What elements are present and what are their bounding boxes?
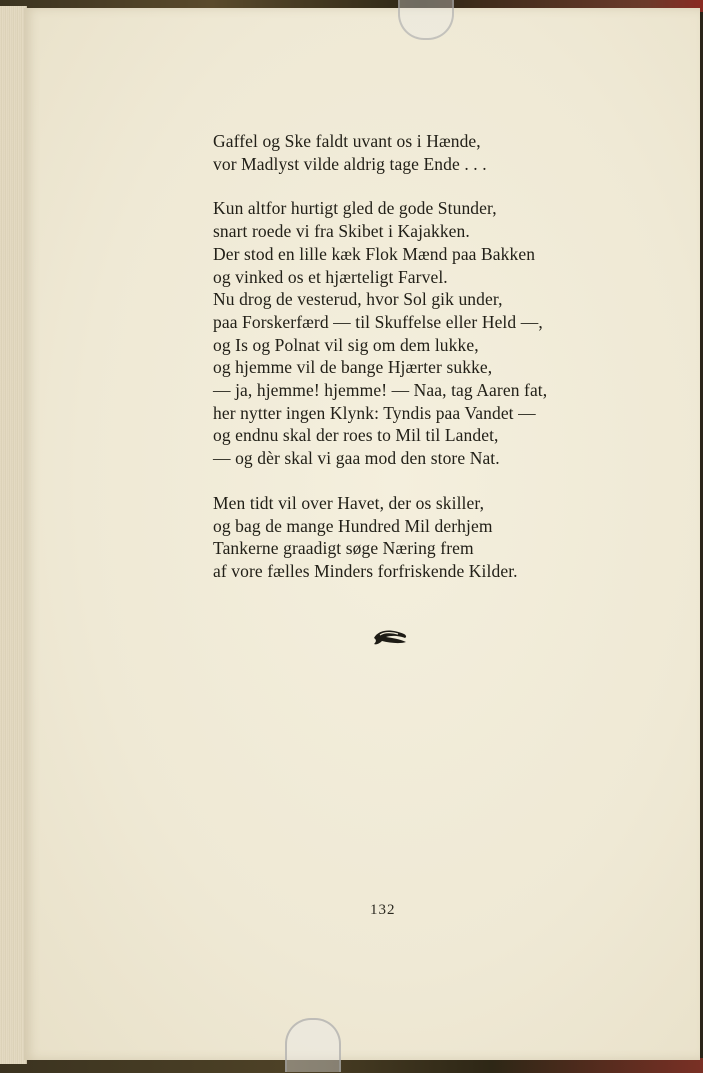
poem-line: og hjemme vil de bange Hjærter sukke,	[213, 357, 493, 378]
poem-line: Nu drog de vesterud, hvor Sol gik under,	[213, 289, 503, 310]
fleuron-ornament-icon	[370, 626, 410, 648]
poem-line: her nytter ingen Klynk: Tyndis paa Vandet —	[213, 402, 536, 423]
poem-line: snart roede vi fra Skibet i Kajakken.	[213, 221, 470, 242]
poem-line: paa Forskerfærd — til Skuffelse eller Held —,	[213, 311, 543, 332]
poem-line: og endnu skal der roes to Mil til Landet,	[213, 425, 499, 446]
page-clip-bottom	[285, 1018, 341, 1072]
poem-line: Kun altfor hurtigt gled de gode Stunder,	[213, 198, 497, 219]
page-stack-edges	[0, 6, 27, 1064]
poem-text	[213, 130, 633, 605]
poem-line: Der stod en lille kæk Flok Mænd paa Bakken	[213, 243, 536, 264]
poem-line: — ja, hjemme! hjemme! — Naa, tag Aaren fat,	[213, 380, 548, 401]
poem-line: — og dèr skal vi gaa mod den store Nat.	[213, 448, 500, 469]
poem-line: og bag de mange Hundred Mil derhjem	[213, 515, 493, 536]
poem-line: og vinked os et hjærteligt Farvel.	[213, 266, 448, 287]
poem-line: Gaffel og Ske faldt uvant os i Hænde,	[213, 131, 481, 151]
stanza-2	[213, 197, 633, 469]
poem-line: Men tidt vil over Havet, der os skiller,	[213, 492, 485, 513]
poem-line: Tankerne graadigt søge Næring frem	[213, 538, 474, 559]
stanza-1	[213, 130, 633, 175]
page-number: 132	[370, 902, 396, 918]
poem-line: af vore fælles Minders forfriskende Kilder.	[213, 560, 518, 581]
poem-line: vor Madlyst vilde aldrig tage Ende . . .	[213, 153, 487, 174]
book-cover-edge-bottom	[0, 1058, 703, 1073]
stanza-3	[213, 492, 633, 583]
poem-line: og Is og Polnat vil sig om dem lukke,	[213, 334, 479, 355]
